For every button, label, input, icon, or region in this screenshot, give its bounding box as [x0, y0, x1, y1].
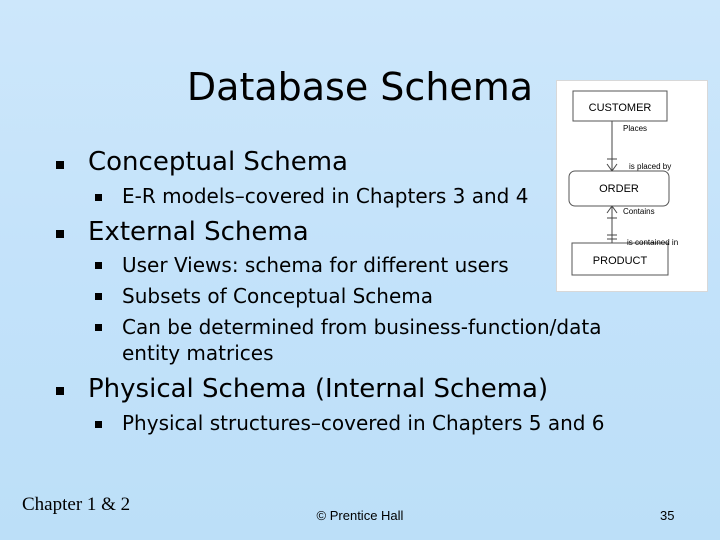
relationship-is-placed-by-label: is placed by [629, 162, 672, 171]
sub-bullet-marker [95, 194, 102, 201]
bullet-marker [56, 230, 64, 238]
relationship-places-label: Places [623, 124, 648, 133]
er-diagram-svg [557, 81, 707, 291]
entity-customer-label: CUSTOMER [588, 102, 652, 114]
sub-bullet-marker [95, 293, 102, 300]
bullet-er-models: E-R models–covered in Chapters 3 and 4 [122, 184, 529, 208]
bullet-physical-structures: Physical structures–covered in Chapters 5 and 6 [122, 411, 605, 435]
relationship-contains-label: Contains [623, 207, 655, 216]
bullet-user-views: User Views: schema for different users [122, 253, 509, 277]
relationship-is-contained-in-label: is contained in [627, 238, 679, 247]
bullet-external-schema: External Schema [88, 217, 309, 247]
entity-order-label: ORDER [599, 183, 639, 195]
bullet-business-function: Can be determined from business-function/data entity matrices [122, 315, 602, 365]
footer-chapter: Chapter 1 & 2 [22, 494, 131, 515]
sub-bullet-marker [95, 262, 102, 269]
er-diagram [556, 80, 708, 292]
slide-title: Database Schema [186, 65, 534, 109]
footer-copyright: © Prentice Hall [316, 508, 404, 523]
footer-page-number: 35 [660, 508, 675, 523]
bullet-physical-schema: Physical Schema (Internal Schema) [88, 374, 549, 404]
entity-product-label: PRODUCT [592, 255, 648, 267]
bullet-marker [56, 387, 64, 395]
bullet-subsets: Subsets of Conceptual Schema [122, 284, 434, 308]
sub-bullet-marker [95, 324, 102, 331]
sub-bullet-marker [95, 421, 102, 428]
bullet-conceptual-schema: Conceptual Schema [88, 147, 348, 177]
bullet-marker [56, 161, 64, 169]
